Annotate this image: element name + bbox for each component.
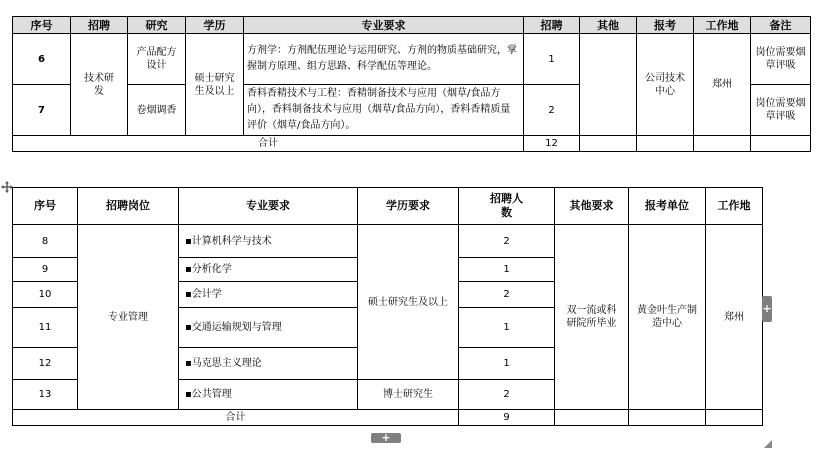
row-number: 8 [13, 225, 78, 258]
add-column-button[interactable] [762, 296, 772, 322]
row-number: 7 [13, 85, 71, 136]
header-cell: 招聘岗位 [78, 188, 179, 225]
total-label: 合计 [13, 410, 459, 426]
recruitment-table-1 [12, 16, 811, 152]
other-cell: 双一流或科研院所毕业 [555, 225, 629, 410]
empty-cell [555, 410, 629, 426]
header-cell: 工作地 [706, 188, 763, 225]
other-cell [580, 34, 637, 136]
add-row-button[interactable] [371, 433, 401, 443]
note-cell: 岗位需要烟草评吸 [751, 34, 811, 85]
major-cell: ▪交通运输规划与管理 [179, 308, 358, 348]
total-row [13, 410, 763, 426]
header-cell: 其他要求 [555, 188, 629, 225]
header-cell: 专业要求 [244, 17, 524, 34]
recruitment-table-2 [12, 187, 763, 426]
plus-icon: + [762, 302, 772, 315]
empty-cell [637, 136, 694, 152]
header-cell: 招聘 [71, 17, 128, 34]
header-cell: 学历要求 [358, 188, 459, 225]
count-cell: 1 [459, 258, 555, 282]
count-cell: 1 [524, 34, 580, 85]
requirement-cell: 方剂学：方剂配伍理论与运用研究、方剂的物质基础研究，掌握制方原理、组方思路、科学配伍等理论。 [244, 34, 524, 85]
row-number: 9 [13, 258, 78, 282]
research-cell: 卷烟调香 [128, 85, 186, 136]
major-cell: ▪分析化学 [179, 258, 358, 282]
header-cell: 研究 [128, 17, 186, 34]
major-cell: ▪马克思主义理论 [179, 348, 358, 380]
header-cell: 报考单位 [629, 188, 706, 225]
header-cell: 工作地 [694, 17, 751, 34]
table-row [13, 225, 763, 258]
header-cell: 招聘人数 [459, 188, 555, 225]
count-cell: 2 [459, 282, 555, 308]
count-cell: 1 [459, 308, 555, 348]
resize-handle-icon[interactable] [764, 433, 772, 441]
location-cell: 郑州 [694, 34, 751, 136]
row-number: 13 [13, 380, 78, 410]
count-cell: 1 [459, 348, 555, 380]
count-cell: 2 [524, 85, 580, 136]
empty-cell [751, 136, 811, 152]
row-number: 10 [13, 282, 78, 308]
row-number: 11 [13, 308, 78, 348]
total-value: 9 [459, 410, 555, 426]
research-cell: 产品配方设计 [128, 34, 186, 85]
header-cell: 报考 [637, 17, 694, 34]
education-cell: 硕士研究生及以上 [186, 34, 244, 136]
table-row [13, 34, 811, 85]
empty-cell [580, 136, 637, 152]
category-cell: 技术研发 [71, 34, 128, 136]
header-cell: 招聘 [524, 17, 580, 34]
total-row [13, 136, 811, 152]
plus-icon: + [381, 431, 391, 444]
empty-cell [629, 410, 706, 426]
empty-cell [694, 136, 751, 152]
requirement-cell: 香料香精技术与工程：香精制备技术与应用（烟草/食品方向），香料制备技术与应用（烟草/食品方向），香料香精质量评价（烟草/食品方向）。 [244, 85, 524, 136]
count-cell: 2 [459, 225, 555, 258]
header-cell: 序号 [13, 17, 71, 34]
header-cell: 学历 [186, 17, 244, 34]
education-cell: 博士研究生 [358, 380, 459, 410]
header-cell: 备注 [751, 17, 811, 34]
empty-cell [706, 410, 763, 426]
row-number: 12 [13, 348, 78, 380]
education-cell: 硕士研究生及以上 [358, 225, 459, 380]
count-cell: 2 [459, 380, 555, 410]
unit-cell: 公司技术中心 [637, 34, 694, 136]
header-cell: 专业要求 [179, 188, 358, 225]
major-cell: ▪计算机科学与技术 [179, 225, 358, 258]
header-cell: 序号 [13, 188, 78, 225]
position-cell: 专业管理 [78, 225, 179, 410]
total-label: 合计 [13, 136, 524, 152]
total-value: 12 [524, 136, 580, 152]
table2-header-row [13, 188, 763, 225]
location-cell: 郑州 [706, 225, 763, 410]
row-number: 6 [13, 34, 71, 85]
header-cell: 其他 [580, 17, 637, 34]
unit-cell: 黄金叶生产制造中心 [629, 225, 706, 410]
table1-header-row [13, 17, 811, 34]
major-cell: ▪公共管理 [179, 380, 358, 410]
note-cell: 岗位需要烟草评吸 [751, 85, 811, 136]
major-cell: ▪会计学 [179, 282, 358, 308]
